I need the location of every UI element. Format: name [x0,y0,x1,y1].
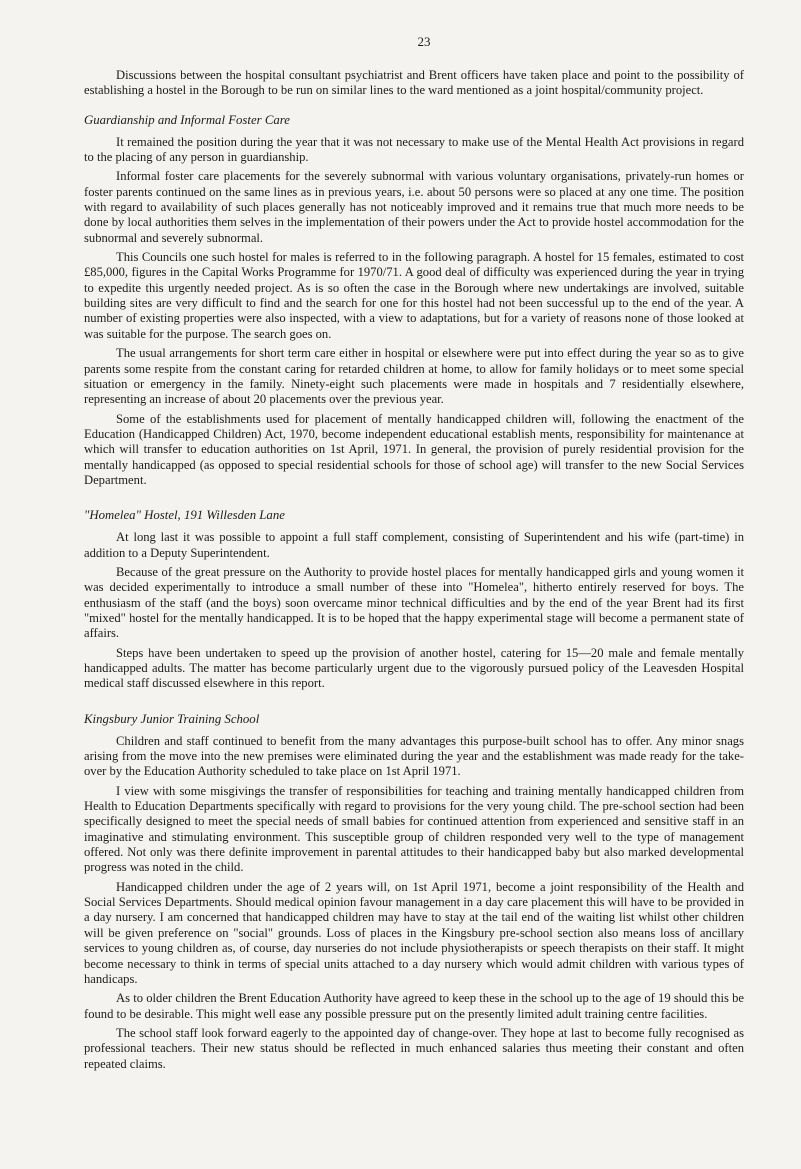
paragraph: This Councils one such hostel for males is referred to in the following paragraph. A hostel for 15 females, estimated to cost £85,000, figures in the Capital Works Programme for 1970/71. A good deal of difficulty was experienced during the year in trying to expedite this urgently needed project. As is so often the case in the Borough where new undertakings are involved, suitable building sites are very difficult to find and the search for one for this hostel had not been successful up to the end of the year. A number of existing properties were also inspected, with a view to adaptations, but for a variety of reasons none of those looked at was suitable for the purpose. The search goes on. [84,250,744,341]
section-heading: Guardianship and Informal Foster Care [84,112,290,127]
paragraph: Informal foster care placements for the severely subnormal with various voluntary organisations, privately-run homes or foster parents continued on the same lines as in previous years, i.e. about 50 persons were so placed at any one time. The position with regard to availability of such places generally has not noticeably improved and it remains true that much more needs to be done by local authorities them selves in the implementation of their powers under the Act to provide hostel accommodation for the subnormal and severely subnormal. [84,169,744,245]
page-number: 23 [417,34,431,49]
paragraph: It remained the position during the year that it was not necessary to make use of the Mental Health Act provisions in regard to the placing of any person in guardianship. [84,134,744,165]
paragraph: The school staff look forward eagerly to the appointed day of change-over. They hope at last to become fully recognised as professional teachers. Their new status should be reflected in much enhanced salaries thus meeting their constant and often repeated claims. [84,1025,744,1071]
intro-paragraph: Discussions between the hospital consultant psychiatrist and Brent officers have taken place and point to the possibility of establishing a hostel in the Borough to be run on similar lines to the ward mentioned as a joint hospital/community project. [84,68,744,98]
paragraph: Handicapped children under the age of 2 years will, on 1st April 1971, become a joint responsibility of the Health and Social Services Departments. Should medical opinion favour management in a day care placement this will have to be provided in a day nursery. I am concerned that handicapped children may have to stay at the tail end of the waiting list whilst other children will be given preference on "social" grounds. Loss of places in the Kingsbury pre-school section also means loss of ancillary services to young children as, of course, day nurseries do not include physiotherapists or speech therapists on their staff. It might become necessary to think in terms of special units attached to a day nursery which would admit children with various types of handicaps. [84,879,744,986]
paragraph: Some of the establishments used for placement of mentally handicapped children will, following the enactment of the Education (Handicapped Children) Act, 1970, become independent educational establish ments, responsibility for maintenance at which will transfer to education authorities on 1st April, 1971. In general, the provision of purely residential provision for the mentally handicapped (as opposed to special residential schools for those of school age) will transfer to the new Social Services Department. [84,411,744,487]
paragraph: Children and staff continued to benefit from the many advantages this purpose-built school has to offer. Any minor snags arising from the move into the new premises were eliminated during the year and the establishment was made ready for the take-over by the Education Authority scheduled to take place on 1st April 1971. [84,733,744,779]
paragraph: Because of the great pressure on the Authority to provide hostel places for mentally handicapped girls and young women it was decided experimentally to introduce a small number of these into "Homelea", hitherto entirely reserved for boys. The enthusiasm of the staff (and the boys) soon overcame minor technical difficulties and by the end of the year Brent had its first "mixed" hostel for the mentally handicapped. It is to be hoped that the happy experimental stage will become a permanent state of affairs. [84,564,744,641]
paragraph: I view with some misgivings the transfer of responsibilities for teaching and training mentally handicapped children from Health to Education Departments specifically with regard to provisions for the very young child. The pre-school section had been specifically designed to meet the special needs of small babies for continued attention from experienced and sensitive staff in an imaginative and stimulating environment. This susceptible group of children responded very well to the type of management offered. Not only was there definite improvement in parental attitudes to their handicapped baby but also marked developmental progress was noted in the child. [84,783,744,875]
paragraph: At long last it was possible to appoint a full staff complement, consisting of Superintendent and his wife (part-time) in addition to a Deputy Superintendent. [84,530,744,560]
paragraph: Steps have been undertaken to speed up the provision of another hostel, catering for 15—20 male and female mentally handicapped adults. The matter has become particularly urgent due to the vigorously pursued policy of the Leavesden Hospital medical staff discussed elsewhere in this report. [84,645,744,691]
section-homelea-hostel [84,508,744,691]
section-kingsbury-school [84,712,744,1072]
section-heading: "Homelea" Hostel, 191 Willesden Lane [84,508,285,523]
paragraph: The usual arrangements for short term care either in hospital or elsewhere were put into effect during the year so as to give parents some respite from the constant caring for retarded children at home, to allow for family holidays or to meet some special situation or emergency in the family. Ninety-eight such placements were made in hospitals and 7 residentially elsewhere, representing an increase of about 20 placements over the previous year. [84,346,744,407]
paragraph: As to older children the Brent Education Authority have agreed to keep these in the school up to the age of 19 should this be found to be desirable. This might well ease any possible pressure put on the presently limited adult training centre facilities. [84,991,744,1021]
section-heading: Kingsbury Junior Training School [84,711,260,726]
section-guardianship [84,113,744,489]
